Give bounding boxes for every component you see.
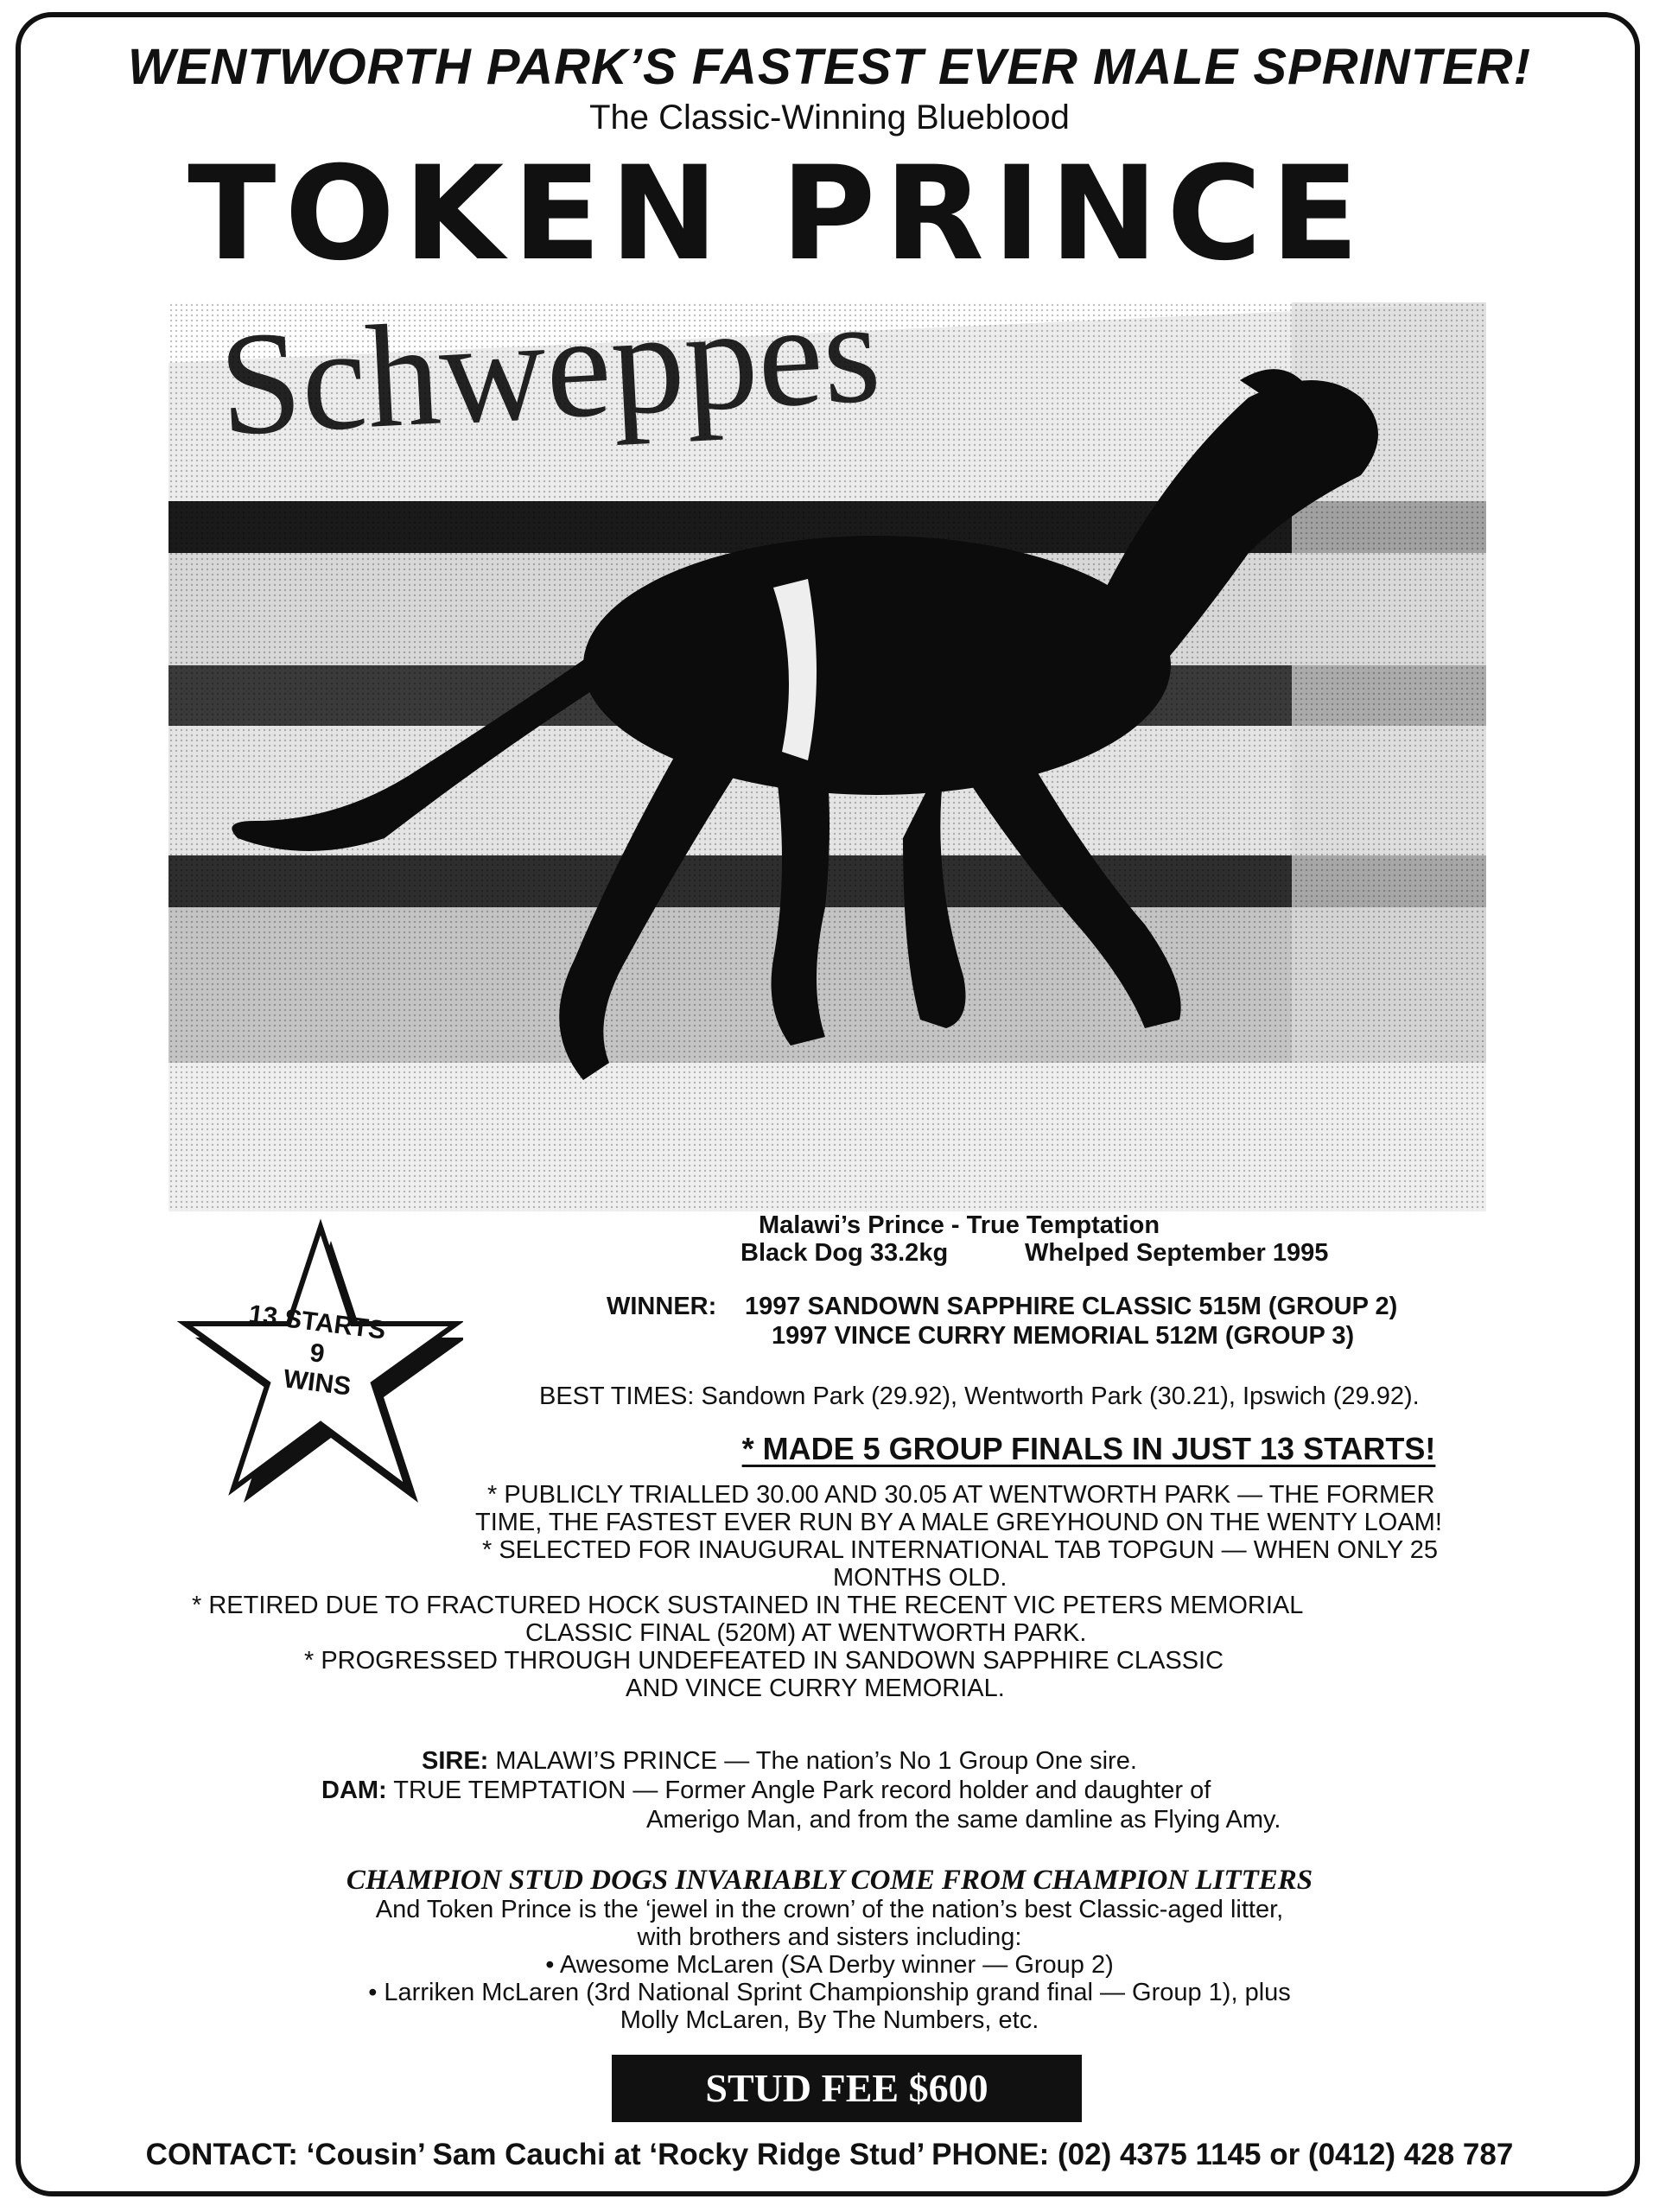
litter-heading: CHAMPION STUD DOGS INVARIABLY COME FROM CHAMPION LITTERS: [346, 1865, 1313, 1896]
headline: WENTWORTH PARK’S FASTEST EVER MALE SPRINTER!: [127, 39, 1532, 95]
sire-info: [422, 1747, 1137, 1776]
highlight-line: * PROGRESSED THROUGH UNDEFEATED IN SANDOWN SAPPHIRE CLASSIC: [304, 1647, 1224, 1675]
subheadline: The Classic-Winning Blueblood: [589, 99, 1070, 137]
sire-label: SIRE:: [422, 1747, 489, 1775]
litter-line: • Awesome McLaren (SA Derby winner — Group 2): [545, 1951, 1114, 1979]
highlight-line: * RETIRED DUE TO FRACTURED HOCK SUSTAINED IN THE RECENT VIC PETERS MEMORIAL: [192, 1592, 1304, 1619]
litter-line: And Token Prince is the ‘jewel in the crown’ of the nation’s best Classic-aged litter,: [375, 1896, 1284, 1923]
litter-line: Molly McLaren, By The Numbers, etc.: [620, 2006, 1039, 2034]
star-line-1: 13 STARTS: [246, 1300, 388, 1345]
highlight-line: CLASSIC FINAL (520M) AT WENTWORTH PARK.: [525, 1619, 1087, 1647]
litter-line: with brothers and sisters including:: [637, 1923, 1022, 1951]
dam-info: [321, 1777, 1211, 1805]
winner-label: WINNER:: [607, 1293, 717, 1320]
star-line-3: WINS: [282, 1364, 353, 1402]
dam-text: TRUE TEMPTATION — Former Angle Park record holder and daughter of: [393, 1777, 1211, 1804]
best-times: BEST TIMES: Sandown Park (29.92), Wentworth Park (30.21), Ipswich (29.92).: [539, 1382, 1420, 1410]
highlight-line: AND VINCE CURRY MEMORIAL.: [626, 1675, 1005, 1702]
litter-line: • Larriken McLaren (3rd National Sprint Championship grand final — Group 1), plus: [368, 1979, 1291, 2006]
winner-race-2: 1997 VINCE CURRY MEMORIAL 512M (GROUP 3): [772, 1322, 1355, 1350]
page-title: TOKEN PRINCE: [188, 139, 1368, 289]
contact-line: CONTACT: ‘Cousin’ Sam Cauchi at ‘Rocky Ridge Stud’ PHONE: (02) 4375 1145 or (0412) 428 787: [145, 2138, 1514, 2171]
dam-text-continued: Amerigo Man, and from the same damline as Flying Amy.: [646, 1806, 1281, 1834]
sire-text: MALAWI’S PRINCE — The nation’s No 1 Group One sire.: [495, 1747, 1137, 1775]
whelped-date: Whelped September 1995: [1025, 1239, 1329, 1267]
highlight-line: * PUBLICLY TRIALLED 30.00 AND 30.05 AT WENTWORTH PARK — THE FORMER: [487, 1481, 1435, 1509]
dam-label: DAM:: [321, 1777, 387, 1804]
highlight-line: * SELECTED FOR INAUGURAL INTERNATIONAL TAB TOPGUN — WHEN ONLY 25: [482, 1536, 1438, 1564]
winner-race-1: 1997 SANDOWN SAPPHIRE CLASSIC 515M (GROUP 2): [745, 1293, 1398, 1320]
highlight-line: MONTHS OLD.: [833, 1564, 1007, 1592]
greyhound-photo: [168, 302, 1486, 1211]
highlights-heading: * MADE 5 GROUP FINALS IN JUST 13 STARTS!: [741, 1431, 1436, 1466]
stud-fee-banner: STUD FEE $600: [612, 2055, 1082, 2122]
pedigree: Malawi’s Prince - True Temptation: [758, 1211, 1160, 1239]
dog-description: Black Dog 33.2kg: [741, 1239, 949, 1267]
star-line-2: 9: [308, 1338, 327, 1369]
highlight-line: TIME, THE FASTEST EVER RUN BY A MALE GREYHOUND ON THE WENTY LOAM!: [475, 1509, 1442, 1536]
